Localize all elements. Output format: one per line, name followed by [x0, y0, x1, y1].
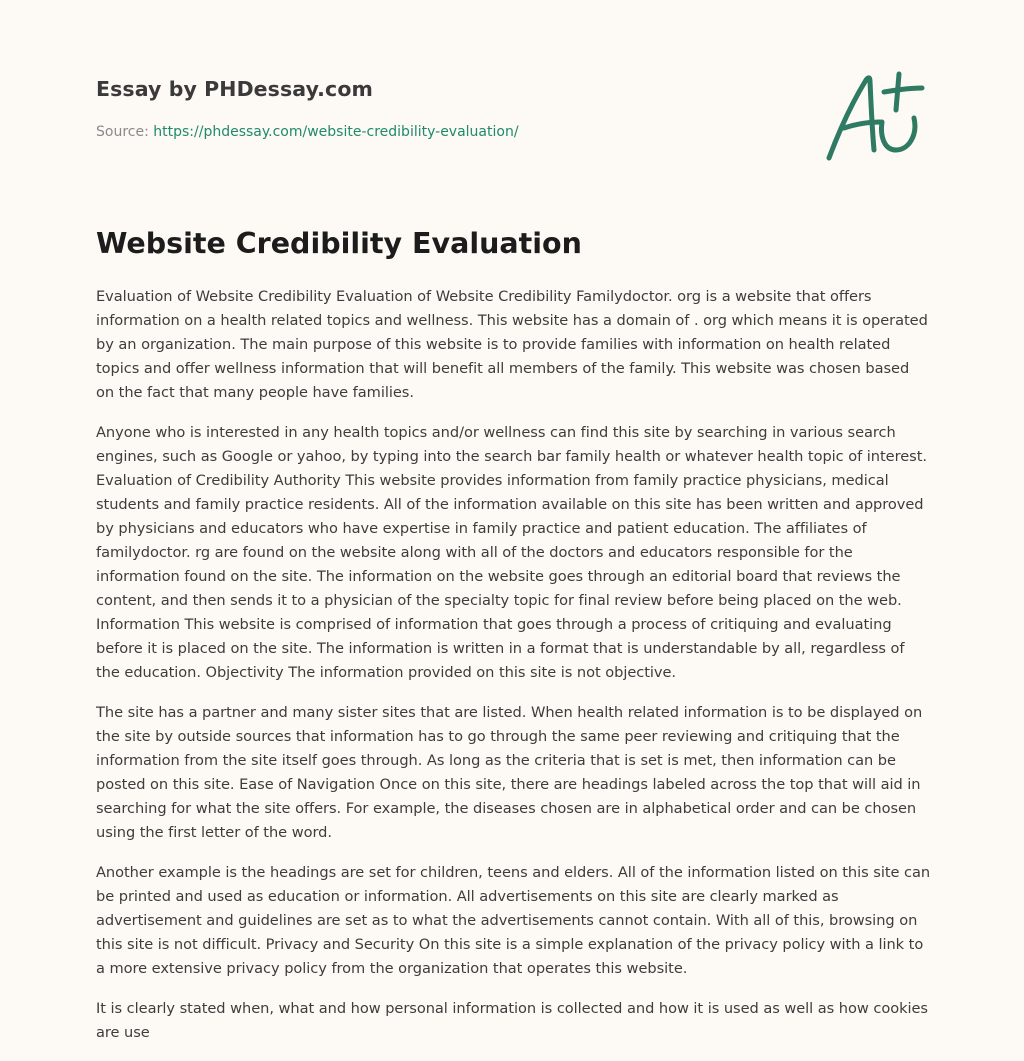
essay-paragraph: Another example is the headings are set for children, teens and elders. All of the information listed on this site can be printed and used as education or information. All advertisements on this site are clearly marked as advertisement and guidelines are set as to what the advertisements cannot contain. With all of this, browsing on this site is not difficult. Privacy and Security On this site is a simple explanation of the privacy policy with a link to a more extensive privacy policy from the organization that operates this website. — [96, 864, 931, 977]
essay-body — [96, 285, 931, 1061]
essay-paragraph: Evaluation of Website Credibility Evaluation of Website Credibility Familydoctor. org is a website that offers information on a health related topics and wellness. This website has a domain of . org which means it is operated by an organization. The main purpose of this website is to provide families with information on health related topics and offer wellness information that will benefit all members of the family. This website was chosen based on the fact that many people have families. — [96, 288, 928, 401]
source-link[interactable]: https://phdessay.com/website-credibility-evaluation/ — [153, 124, 519, 140]
source-label: Source: — [96, 124, 154, 140]
site-title: Essay by PHDessay.com — [96, 77, 373, 101]
essay-title: Website Credibility Evaluation — [96, 227, 582, 260]
essay-paragraph: The site has a partner and many sister sites that are listed. When health related information is to be displayed on the site by outside sources that information has to go through the same peer reviewing and critiquing that the information from the site itself goes through. As long as the criteria that is set is met, then information can be posted on this site. Ease of Navigation Once on this site, there are headings labeled across the top that will aid in searching for what the site offers. For example, the diseases chosen are in alphabetical order and can be chosen using the first letter of the word. — [96, 704, 923, 841]
source-line — [96, 124, 519, 140]
a-plus-logo-icon — [824, 70, 926, 164]
essay-paragraph: It is clearly stated when, what and how personal information is collected and how it is used as well as how cookies are use — [96, 1000, 928, 1041]
essay-paragraph: Anyone who is interested in any health topics and/or wellness can find this site by searching in various search engines, such as Google or yahoo, by typing into the search bar family health or whatever health topic of interest. Evaluation of Credibility Authority This website provides information from family practice physicians, medical students and family practice residents. All of the information available on this site has been written and approved by physicians and educators who have expertise in family practice and patient education. The affiliates of familydoctor. rg are found on the website along with all of the doctors and educators responsible for the information found on the site. The information on the website goes through an editorial board that reviews the content, and then sends it to a physician of the specialty topic for final review before being placed on the web. Information This website is comprised of information that goes through a process of critiquing and evaluating before it is placed on the site. The information is written in a format that is understandable by all, regardless of the education. Objectivity The information provided on this site is not objective. — [96, 424, 927, 681]
